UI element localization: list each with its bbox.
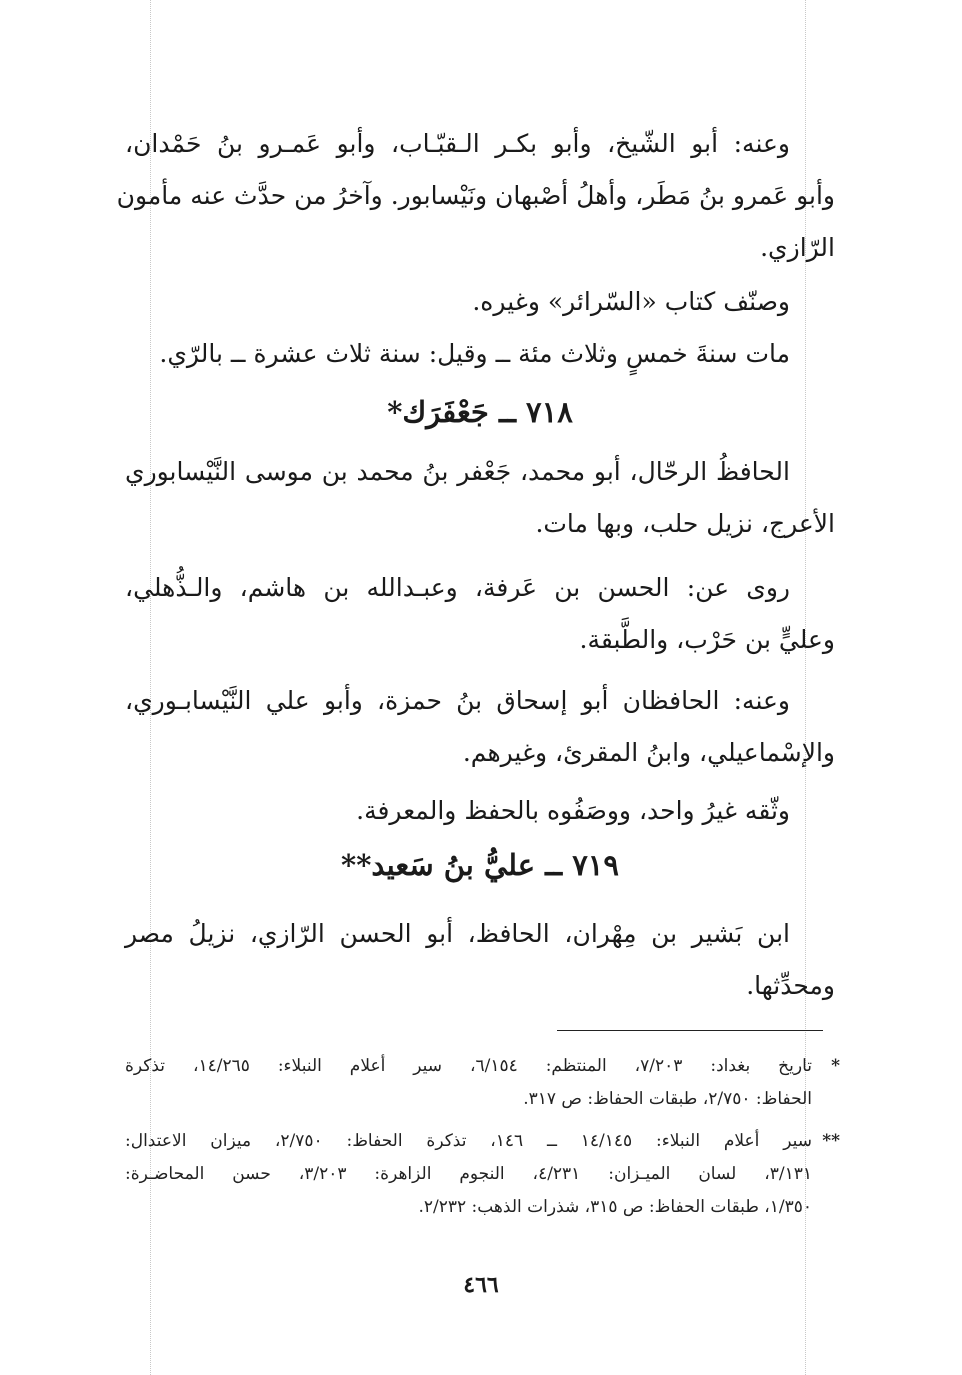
entry-718-para-students xyxy=(125,675,835,779)
footnote-marker: * xyxy=(831,1056,840,1076)
text-line: مات سنةَ خمسٍ وثلاث مئة ــ وقيل: سنة ثلاث عشرة ــ بالرّي. xyxy=(159,339,790,368)
entry-717-para-death xyxy=(125,276,835,380)
text-line: روى عن: الحسن بن عَرفة، وعبـدالله بن هاشم، والـذُّهلي، xyxy=(125,573,790,602)
text-line: ابن بَشير بن مِهْران، الحافظ، أبو الحسن الرّازي، نزيلُ مصر xyxy=(125,919,790,948)
footnote-line xyxy=(125,1050,840,1083)
footnote-text: سير أعلام النبلاء: ١٤/١٤٥ ــ ١٤٦، تذكرة الحفاظ: ٢/٧٥٠، ميزان الاعتدال: xyxy=(125,1131,812,1151)
entry-718-para-teachers xyxy=(125,562,835,666)
text-line: وثّقه غيرُ واحد، ووصَفُوه بالحفظ والمعرفة. xyxy=(356,796,790,825)
text-line: الرّازي. xyxy=(760,233,835,262)
footnote-1 xyxy=(125,1050,840,1116)
footnote-line xyxy=(125,1125,840,1158)
text-line: الحافظُ الرحّال، أبو محمد، جَعْفر بنُ محمد بن موسى النَّيْسابوري xyxy=(125,457,790,486)
text-line: الأعرج، نزيل حلب، وبها مات. xyxy=(535,509,835,538)
footnote-line: ١/٣٥٠، طبقات الحفاظ: ص ٣١٥، شذرات الذهب: ٢/٢٣٢. xyxy=(418,1197,812,1217)
entry-719-heading: ٧١٩ ــ عليُّ بنُ سَعيد** xyxy=(341,848,619,882)
footnote-line: الحفاظ: ٢/٧٥٠، طبقات الحفاظ: ص ٣١٧. xyxy=(523,1089,812,1109)
text-line: وأبو عَمرو بنُ مَطَر، وأهلُ أصْبهان ونَيْسابور. وآخرُ من حدَّث عنه مأمون xyxy=(116,181,835,210)
entry-718-para-bio xyxy=(125,446,835,550)
text-line: والإسْماعيلي، وابنُ المقرئ، وغيرهم. xyxy=(462,738,835,767)
footnote-2 xyxy=(125,1125,840,1224)
footnote-text: تاريخ بغداد: ٧/٢٠٣، المنتظم: ٦/١٥٤، سير أعلام النبلاء: ١٤/٢٦٥، تذكرة xyxy=(125,1056,812,1076)
page-number: ٤٦٦ xyxy=(463,1272,499,1298)
text-line: وعليٍّ بن حَرْب، والطَّبقة. xyxy=(579,625,835,654)
text-line: وعنه: أبو الشّيخ، وأبو بكـر الـقبّـاب، وأبو عَمـرو بنُ حَمْدان، xyxy=(125,129,790,158)
entry-719-para-bio xyxy=(125,908,835,1012)
text-line: ومحدِّثها. xyxy=(746,971,835,1000)
footnote-separator xyxy=(557,1030,823,1031)
entry-718-heading: ٧١٨ ــ جَعْفَرَك* xyxy=(387,395,573,429)
text-line: وصنّف كتاب «السّرائر» وغيره. xyxy=(472,287,790,316)
text-line: وعنه: الحافظان أبو إسحاق بنُ حمزة، وأبو علي النَّيْسابـوري، xyxy=(125,686,790,715)
footnote-marker: ** xyxy=(822,1131,840,1151)
entry-718-para-praise xyxy=(125,785,835,837)
entry-717-para-students xyxy=(116,118,835,274)
footnote-line: ٣/١٣١، لسان الميـزان: ٤/٢٣١، النجوم الزاهرة: ٣/٢٠٣، حسن المحاضـرة: xyxy=(125,1164,812,1184)
